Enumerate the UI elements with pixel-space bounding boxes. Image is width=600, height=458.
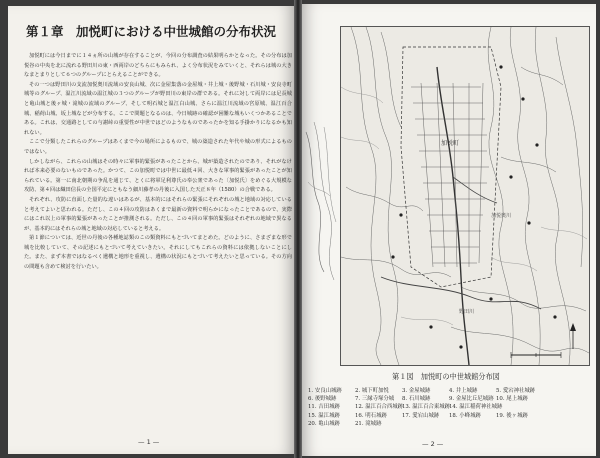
legend-item: 15. 温江城跡 (308, 412, 340, 419)
legend-item: 13. 温江百合東城跡 (402, 404, 451, 411)
castle-distribution-map (340, 26, 590, 366)
figure-caption: 第１図 加悦町の中世城館分布図 (392, 372, 500, 381)
map-label-town: 加悦町 (441, 140, 460, 147)
book-gutter (294, 0, 302, 458)
legend-item: 19. 後ヶ城跡 (496, 412, 528, 419)
legend-item: 16. 明石城跡 (355, 412, 387, 419)
legend-item: 1. 安良山城跡 (308, 388, 342, 394)
legend-item: 20. 亀山城跡 (308, 420, 340, 427)
chapter-title: 第１章 加悦町における中世城館の分布状況 (26, 24, 277, 39)
paragraph: それぞれ、攻防に直面した量的な違いはあるが、基本的にはそれらの緊張にそれぞれの城と地域の対応していると考えてよいと思われる。ただし、この４回の攻防はあくまで最新の資料で明らかになったことであるので、実際にはこれ以上の軍事的緊張があったことが推測される。ただし、この４回の軍事的緊張はそれぞれの地域で異なるが、基本的にはそれらの城と地域の対応していると考える。 (24, 196, 292, 232)
page-number-left: — 1 — (138, 438, 160, 446)
map-fragment (304, 122, 340, 282)
legend-item: 14. 温江稲荷神社城跡 (449, 404, 503, 411)
right-page (300, 4, 596, 456)
legend-item: 11. 吉田城跡 (308, 404, 340, 411)
map-label-river: 野田川 (459, 309, 475, 315)
left-page (8, 6, 296, 454)
legend-row (308, 412, 590, 420)
legend-item: 5. 愛宕神社城跡 (496, 388, 536, 394)
legend-item: 4. 井上城跡 (449, 388, 478, 394)
paragraph: しかしながら、これらの山城はその時々に軍事的緊張があったことから、城が築造されたのであり、それがなければ本来必要のないものであった。かつて、この加悦町では中世に最低４回、大きな軍事的緊張があったことが知られている。第一に南北朝期の争乱を通じて、とくに将軍足利尊氏の奉公衆であった〔加悦氏〕をめぐる大規模な攻防、第４回は織田信長の全国平定にともなう細川藤孝の丹後に入国した天正８年（1580）の合戦である。 (24, 158, 292, 194)
legend-row (308, 420, 590, 428)
map-legend (308, 387, 590, 428)
map-label-tributary: 加悦奥川 (491, 213, 512, 219)
paragraph: その一つは野田川の支流加悦奥川流域の安良山城、次に金屋集落の金屋城・井上城・後野城・石川城・安良寺町城等のグループ、温江川流域の温江城の３つのグループが野田川の東岸の群である。それに対して両岸には足長城と亀山城と後ヶ城・滝城の流域のグループ、そして明石城と温江白山城、さらに温江川流域の宮原城、温江百合城、稲荷山城、坂上城などが分布する。ここで問題となるのは、今日城跡の確認が困難な城もいくつかあることである。これは、交通路としての与謝峠の重要性が中世ではどのようなものであったかを知る手掛かりになるかも知れない。 (24, 81, 292, 136)
map-drawing (341, 27, 589, 365)
paragraph: 第１節については、近世の丹後の各種地誌類のこの類資料にもとづいてまとめた。どのように、さまざまな形で城を比較していて、その記述にもとづいて考えていきたい。それにしてもこれらの資料には依拠しないことにした。また、まず本書ではなるべく遺構と地形を重視し、遺構の状況にもとづいて考えたいと思っている。その方向の問題も含めて検討を行いたい。 (24, 235, 292, 271)
legend-row (308, 395, 590, 403)
legend-item: 7. 三縁寺塚分城 (355, 396, 395, 403)
legend-item: 6. 後野城跡 (308, 396, 337, 403)
legend-item: 2. 城下町加悦 (355, 388, 389, 394)
paragraph: 加悦町には今日までに１４ヵ所の山城が存在することが、今回の分布調査の結果明らかとなった。その分布は加悦谷の中央を北に流れる野田川の東・西両岸のどちらにもみられ、よく分布状況をみていくと、それらは城の大きなまとまりとして６つのグループにとらえることができる。 (24, 53, 292, 79)
legend-item: 3. 金屋城跡 (402, 388, 431, 394)
legend-item: 8. 石川城跡 (402, 396, 431, 403)
legend-row (308, 387, 590, 395)
legend-item: 18. 小峰城跡 (449, 412, 481, 419)
body-text (24, 52, 292, 273)
legend-row (308, 403, 590, 411)
paragraph: ここで分類したこれらのグループはあくまで今の場所によるもので、城の築造された年代や城の形式によるものではない。 (24, 139, 292, 155)
legend-item: 10. 尾上城跡 (496, 396, 528, 403)
legend-item: 17. 愛宕山城跡 (402, 412, 440, 419)
legend-item: 21. 滝城跡 (355, 420, 382, 427)
page-number-right: — 2 — (422, 440, 444, 448)
legend-item: 12. 温江百合西城跡 (355, 404, 404, 411)
legend-item: 9. 金屋比丘尼城跡 (449, 396, 494, 403)
